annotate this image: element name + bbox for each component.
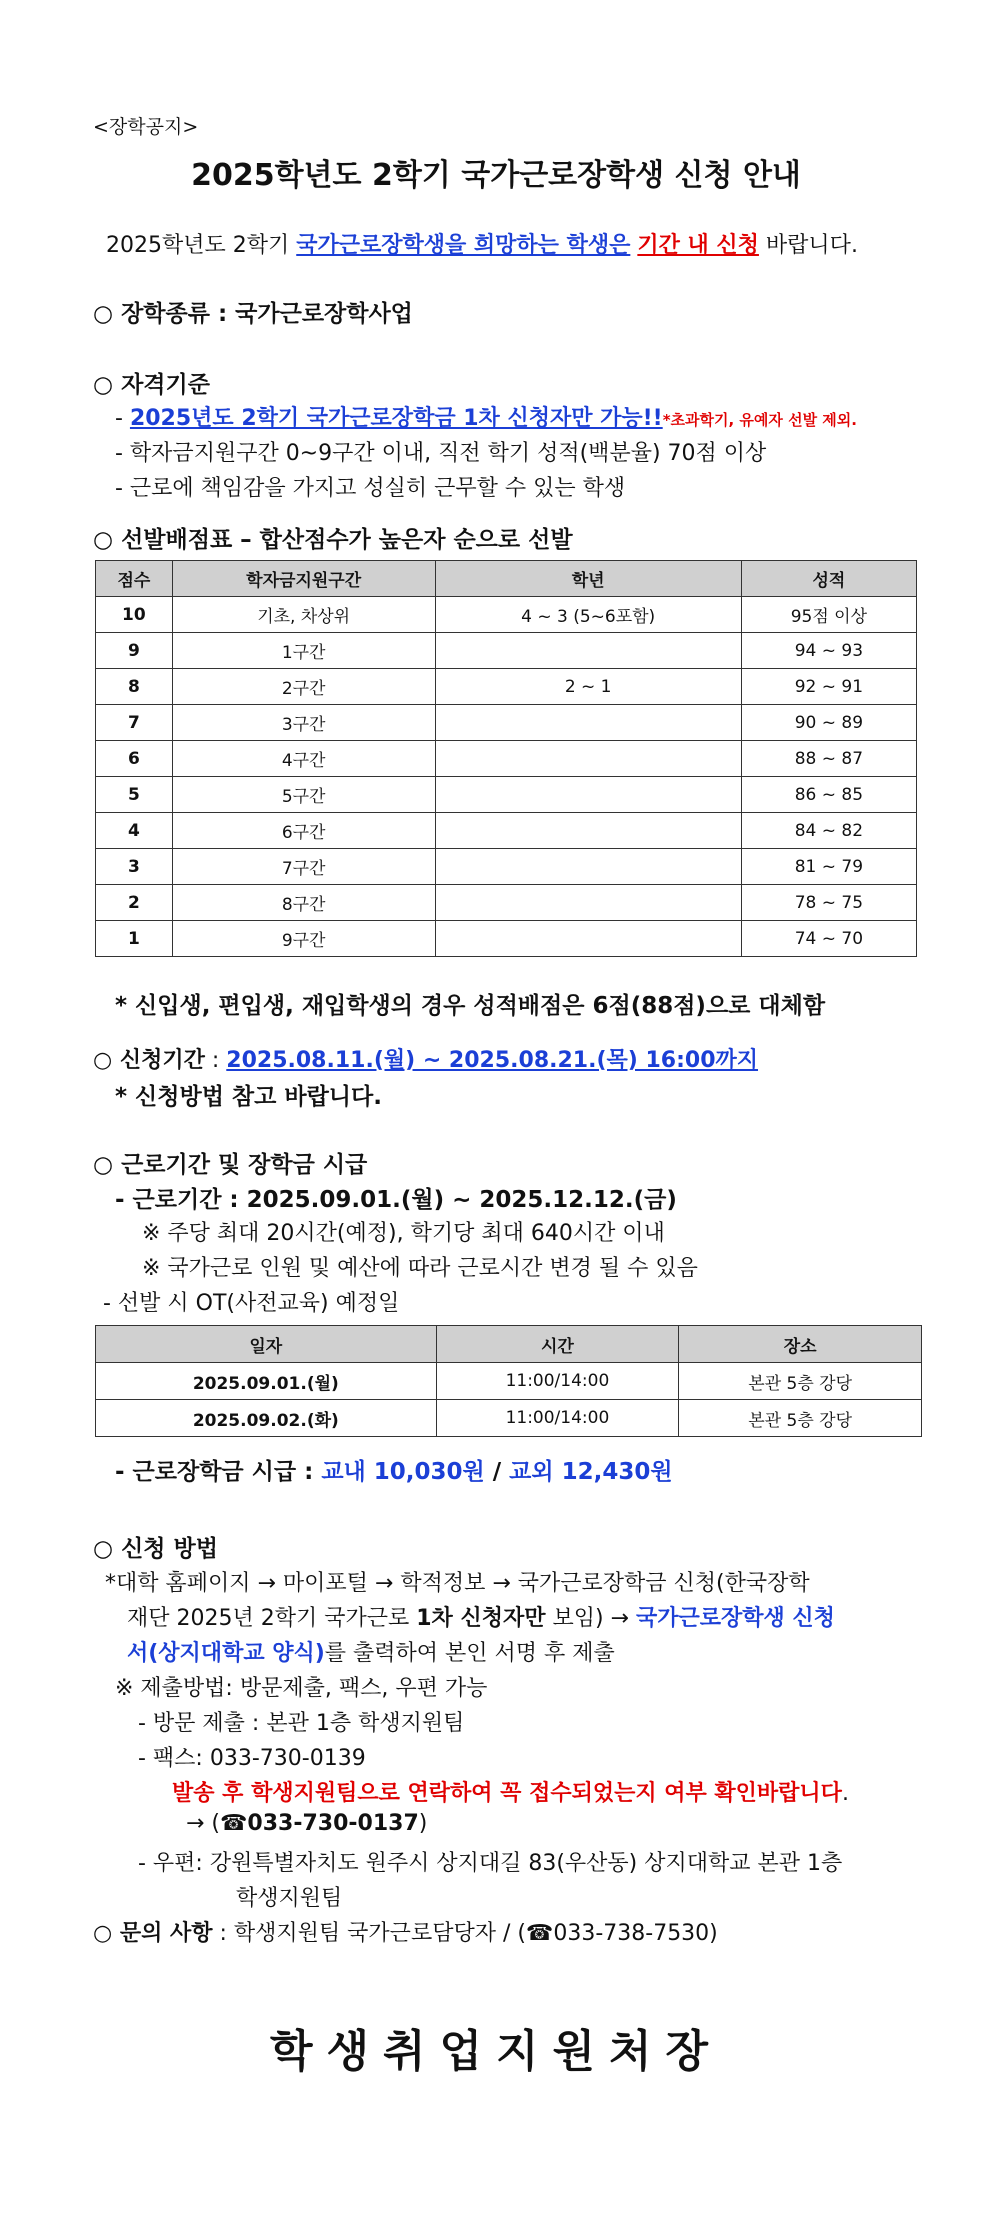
table-row: 3 7구간 81 ~ 79 — [96, 849, 917, 885]
table-header: 학자금지원구간 — [172, 561, 435, 597]
table-row: 7 3구간 90 ~ 89 — [96, 705, 917, 741]
scholarship-type: ○ 장학종류 : 국가근로장학사업 — [93, 301, 413, 327]
table-row: 2 8구간 78 ~ 75 — [96, 885, 917, 921]
selection-heading: ○ 선발배점표 – 합산점수가 높은자 순으로 선발 — [93, 527, 573, 553]
table-header: 장소 — [679, 1326, 922, 1363]
table-row: 5 5구간 86 ~ 85 — [96, 777, 917, 813]
ot-label: - 선발 시 OT(사전교육) 예정일 — [103, 1291, 400, 1316]
mail-submit: - 우편: 강원특별자치도 원주시 상지대길 83(우산동) 상지대학교 본관 1층 — [138, 1851, 843, 1876]
application-period-value: 2025.08.11.(월) ~ 2025.08.21.(목) 16:00까지 — [226, 1048, 759, 1073]
table-row: 8 2구간 2 ~ 1 92 ~ 91 — [96, 669, 917, 705]
method-heading: ○ 신청 방법 — [93, 1536, 218, 1562]
visit-submit: - 방문 제출 : 본관 1층 학생지원팀 — [138, 1711, 465, 1736]
work-note-2: ※ 국가근로 인원 및 예산에 따라 근로시간 변경 될 수 있음 — [142, 1256, 698, 1281]
eligibility-item-1: - 2025년도 2학기 국가근로장학금 1차 신청자만 가능!!*초과학기, 유예자 선발 제외. — [115, 406, 857, 431]
page-title: 2025학년도 2학기 국가근로장학생 신청 안내 — [191, 158, 801, 193]
method-line-2: 재단 2025년 2학기 국가근로 1차 신청자만 보임) → 국가근로장학생 신청 — [127, 1606, 835, 1631]
application-period-note: * 신청방법 참고 바랍니다. — [115, 1084, 382, 1110]
work-note-1: ※ 주당 최대 20시간(예정), 학기당 최대 640시간 이내 — [142, 1221, 665, 1246]
fax-submit: - 팩스: 033-730-0139 — [138, 1746, 366, 1771]
eligibility-heading: ○ 자격기준 — [93, 372, 210, 398]
table-header-row — [96, 561, 917, 597]
selection-note: * 신입생, 편입생, 재입학생의 경우 성적배점은 6점(88점)으로 대체함 — [115, 993, 826, 1019]
table-header: 일자 — [96, 1326, 437, 1363]
eligibility-item-2: - 학자금지원구간 0~9구간 이내, 직전 학기 성적(백분율) 70점 이상 — [115, 441, 767, 466]
table-row: 6 4구간 88 ~ 87 — [96, 741, 917, 777]
method-line-1: *대학 홈페이지 → 마이포털 → 학적정보 → 국가근로장학금 신청(한국장학 — [105, 1571, 810, 1596]
table-row: 2025.09.01.(월) 11:00/14:00 본관 5층 강당 — [96, 1363, 922, 1400]
table-row: 2025.09.02.(화) 11:00/14:00 본관 5층 강당 — [96, 1400, 922, 1437]
ot-schedule-table — [95, 1325, 922, 1437]
notice-label: <장학공지> — [93, 116, 199, 138]
table-header: 성적 — [741, 561, 916, 597]
selection-score-table — [95, 560, 917, 957]
intro-line: 2025학년도 2학기 국가근로장학생을 희망하는 학생은 기간 내 신청 바랍니다. — [106, 233, 858, 258]
wage-in-campus: 교내 10,030원 — [321, 1459, 485, 1485]
footer-signature: 학생취업지원처장 — [269, 2026, 723, 2077]
table-row: 10 기초, 차상위 4 ~ 3 (5~6포함) 95점 이상 — [96, 597, 917, 633]
wage-off-campus: 교외 12,430원 — [509, 1459, 673, 1485]
table-row: 4 6구간 84 ~ 82 — [96, 813, 917, 849]
work-heading: ○ 근로기간 및 장학금 시급 — [93, 1152, 368, 1178]
intro-highlight-blue: 국가근로장학생을 희망하는 학생은 — [296, 233, 631, 258]
inquiry: ○ 문의 사항 : 학생지원팀 국가근로담당자 / (☎033-738-7530) — [93, 1921, 718, 1946]
submit-methods: ※ 제출방법: 방문제출, 팩스, 우편 가능 — [115, 1676, 488, 1701]
fax-warning: 발송 후 학생지원팀으로 연락하여 꼭 접수되었는지 여부 확인바랍니다. — [172, 1781, 849, 1806]
table-header: 학년 — [435, 561, 741, 597]
table-header: 시간 — [436, 1326, 679, 1363]
work-period: - 근로기간 : 2025.09.01.(월) ~ 2025.12.12.(금) — [115, 1187, 677, 1213]
fax-phone: → (☎033-730-0137) — [186, 1811, 428, 1836]
application-period: ○ 신청기간 : 2025.08.11.(월) ~ 2025.08.21.(목) 16:00까지 — [93, 1048, 759, 1073]
mail-submit-cont: 학생지원팀 — [236, 1886, 343, 1911]
table-header-row — [96, 1326, 922, 1363]
table-row: 9 1구간 94 ~ 93 — [96, 633, 917, 669]
method-line-3: 서(상지대학교 양식)를 출력하여 본인 서명 후 제출 — [127, 1641, 615, 1666]
table-row: 1 9구간 74 ~ 70 — [96, 921, 917, 957]
eligibility-item-3: - 근로에 책임감을 가지고 성실히 근무할 수 있는 학생 — [115, 476, 626, 501]
table-header: 점수 — [96, 561, 173, 597]
intro-highlight-red: 기간 내 신청 — [637, 233, 759, 258]
wage-line: - 근로장학금 시급 : 교내 10,030원 / 교외 12,430원 — [115, 1459, 673, 1485]
